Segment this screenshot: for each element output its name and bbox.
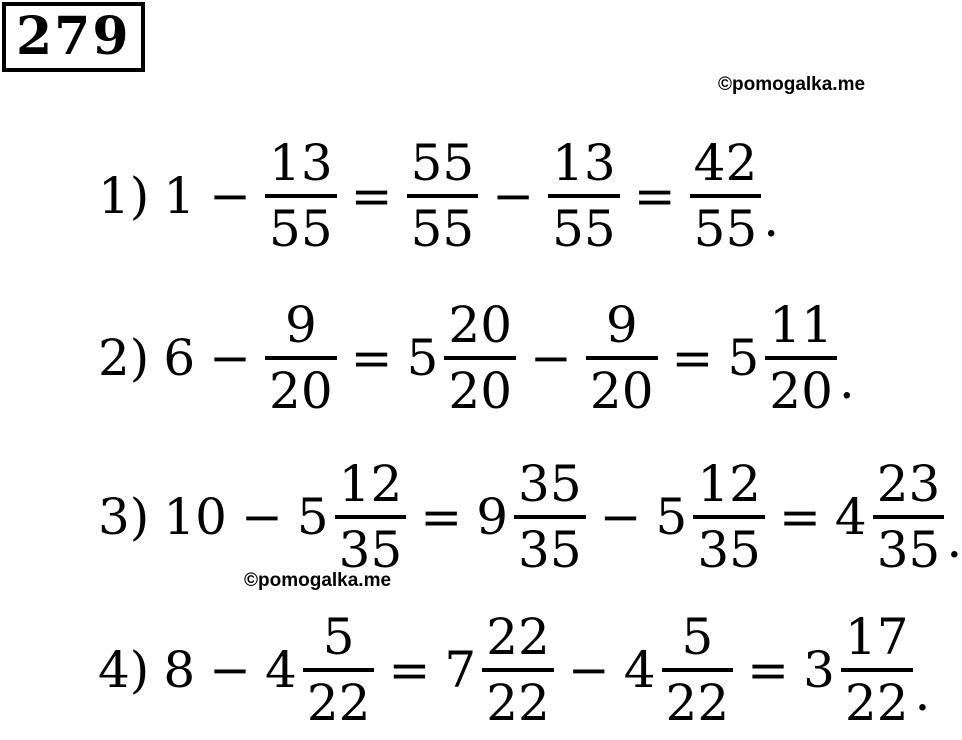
equation-label: 3) (98, 488, 150, 546)
equation-1 (98, 126, 779, 266)
whole-part: 5 (655, 488, 688, 546)
fraction (514, 453, 586, 581)
fraction (265, 294, 337, 422)
whole-part: 7 (444, 641, 477, 699)
numerator: 11 (769, 296, 833, 354)
numerator: 12 (697, 455, 761, 513)
minus-sign: − (209, 167, 252, 225)
denominator: 55 (269, 200, 333, 258)
numerator: 22 (486, 608, 550, 666)
whole-part: 5 (727, 329, 760, 387)
equals-sign: = (420, 488, 463, 546)
denominator: 35 (697, 521, 761, 579)
denominator: 22 (306, 674, 371, 732)
equals-sign: = (350, 329, 393, 387)
numerator: 17 (844, 608, 909, 666)
mixed-number (297, 453, 406, 581)
mixed-number (624, 606, 733, 734)
minus-sign: − (530, 329, 572, 387)
equals-sign: = (778, 488, 821, 546)
whole-part: 9 (476, 488, 509, 546)
numerator: 9 (605, 296, 638, 354)
minus-sign: − (240, 488, 283, 546)
minus-sign: − (567, 641, 610, 699)
whole-part: 5 (296, 488, 329, 546)
integer: 8 (163, 641, 196, 699)
equation-4 (98, 600, 930, 740)
numerator: 9 (284, 296, 317, 354)
whole-part: 3 (803, 641, 835, 699)
denominator: 22 (665, 674, 730, 732)
integer: 6 (163, 329, 196, 387)
denominator: 55 (410, 200, 475, 258)
problem-number: 279 (2, 2, 145, 72)
period: . (838, 352, 855, 410)
fraction (765, 294, 837, 422)
watermark-bottom: ©pomogalka.me (244, 570, 392, 591)
mixed-number (265, 606, 374, 734)
whole-part: 4 (623, 641, 656, 699)
period: . (763, 190, 780, 248)
fraction (335, 453, 407, 581)
denominator: 35 (876, 521, 941, 579)
equals-sign: = (388, 641, 431, 699)
mixed-number (656, 453, 765, 581)
integer: 1 (163, 167, 196, 225)
mixed-number (835, 453, 944, 581)
fraction (693, 453, 765, 581)
equals-sign: = (350, 167, 393, 225)
numerator: 42 (693, 134, 758, 192)
numerator: 55 (410, 134, 475, 192)
equation-label: 2) (98, 329, 150, 387)
fraction (690, 132, 762, 260)
denominator: 20 (448, 362, 513, 420)
denominator: 20 (769, 362, 833, 420)
whole-part: 5 (406, 329, 439, 387)
fraction (482, 606, 554, 734)
numerator: 35 (518, 455, 582, 513)
numerator: 13 (552, 134, 616, 192)
minus-sign: − (599, 488, 642, 546)
fraction (586, 294, 658, 422)
fraction (303, 606, 375, 734)
numerator: 12 (338, 455, 403, 513)
fraction (841, 606, 913, 734)
whole-part: 4 (834, 488, 867, 546)
fraction (548, 132, 620, 260)
equals-sign: = (747, 641, 790, 699)
period: . (914, 664, 931, 722)
equation-3 (98, 447, 962, 587)
denominator: 55 (693, 200, 758, 258)
denominator: 20 (589, 362, 654, 420)
denominator: 35 (338, 521, 403, 579)
denominator: 20 (269, 362, 333, 420)
equals-sign: = (671, 329, 714, 387)
numerator: 20 (448, 296, 513, 354)
equation-label: 4) (98, 641, 150, 699)
integer: 10 (163, 488, 227, 546)
numerator: 23 (876, 455, 941, 513)
fraction (444, 294, 516, 422)
fraction (265, 132, 337, 260)
period: . (946, 511, 962, 569)
mixed-number (407, 294, 516, 422)
denominator: 55 (552, 200, 616, 258)
mixed-number (476, 453, 585, 581)
equation-2 (98, 288, 855, 428)
numerator: 5 (322, 608, 355, 666)
equation-label: 1) (98, 167, 150, 225)
numerator: 5 (681, 608, 714, 666)
denominator: 22 (844, 674, 909, 732)
fraction (662, 606, 734, 734)
denominator: 35 (518, 521, 582, 579)
fraction (873, 453, 945, 581)
mixed-number (803, 606, 912, 734)
numerator: 13 (269, 134, 333, 192)
minus-sign: − (209, 641, 252, 699)
watermark-top: ©pomogalka.me (718, 74, 866, 95)
mixed-number (444, 606, 553, 734)
equals-sign: = (633, 167, 676, 225)
minus-sign: − (492, 167, 535, 225)
fraction (407, 132, 479, 260)
minus-sign: − (209, 329, 252, 387)
denominator: 22 (486, 674, 550, 732)
whole-part: 4 (265, 641, 297, 699)
mixed-number (727, 294, 836, 422)
